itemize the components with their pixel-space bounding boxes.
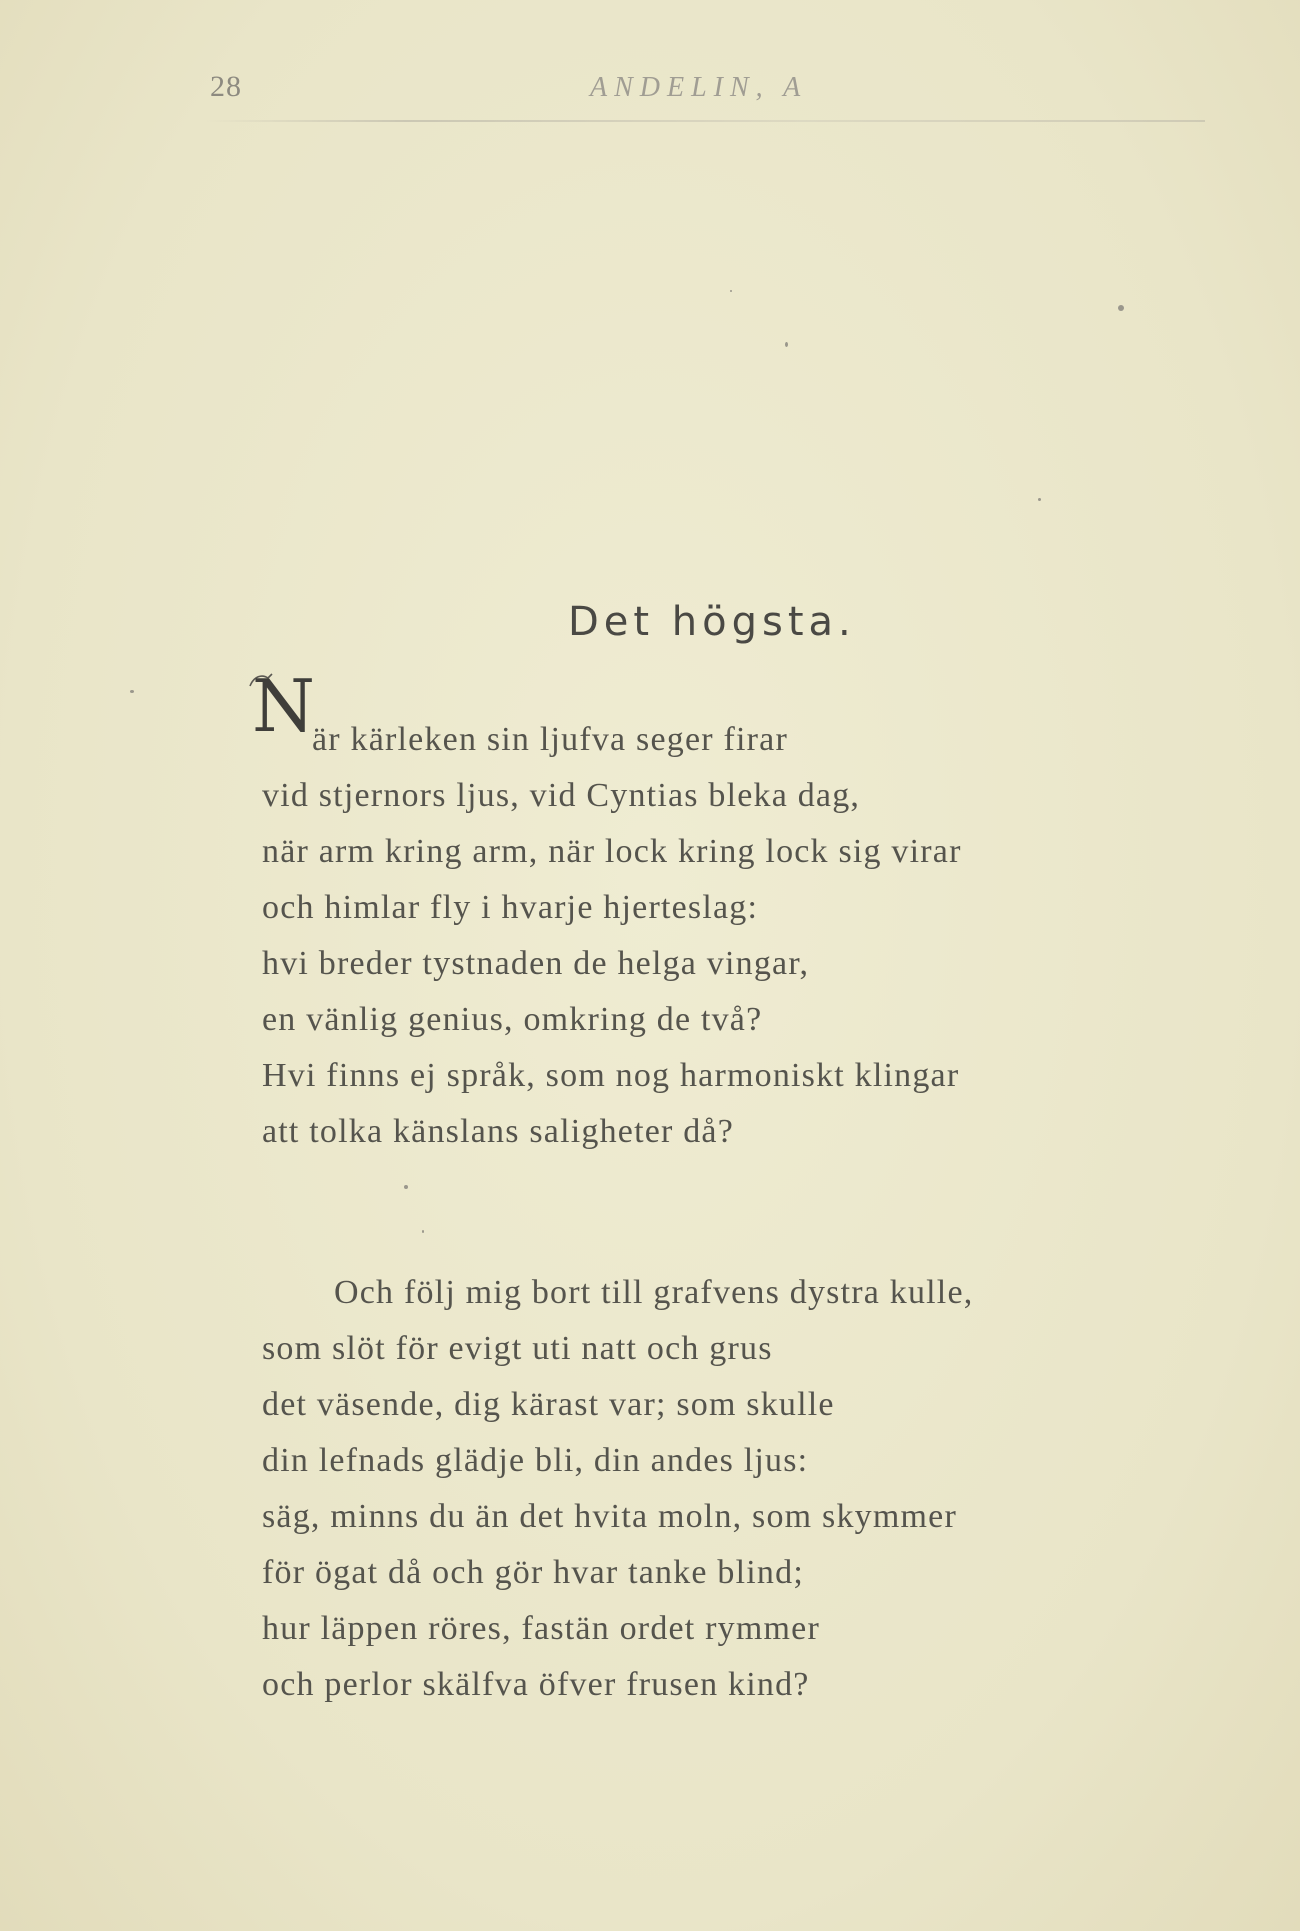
verse-line: och perlor skälfva öfver frusen kind? — [262, 1666, 810, 1703]
speck — [1038, 498, 1041, 501]
verse-line: det väsende, dig kärast var; som skulle — [262, 1386, 835, 1423]
verse-line: är kärleken sin ljufva seger firar — [312, 721, 788, 758]
speck — [404, 1185, 408, 1189]
stanza-1 — [262, 712, 962, 1160]
stanza-2 — [262, 1265, 973, 1713]
speck — [1118, 305, 1124, 311]
verse-line: att tolka känslans saligheter då? — [262, 1113, 735, 1150]
verse-line: vid stjernors ljus, vid Cyntias bleka dag, — [262, 777, 861, 814]
verse-line: som slöt för evigt uti natt och grus — [262, 1330, 773, 1367]
speck — [785, 342, 788, 347]
verse-line: hvi breder tystnaden de helga vingar, — [262, 945, 810, 982]
verse-line: Hvi finns ej språk, som nog harmoniskt klingar — [262, 1057, 960, 1094]
verse-line: hur läppen röres, fastän ordet rymmer — [262, 1610, 820, 1647]
speck — [130, 690, 134, 693]
running-head — [205, 70, 1205, 110]
verse-line: säg, minns du än det hvita moln, som skymmer — [262, 1498, 957, 1535]
speck — [422, 1230, 424, 1233]
header-rule — [205, 120, 1205, 122]
verse-line: och himlar fly i hvarje hjerteslag: — [262, 889, 759, 926]
speck — [730, 290, 732, 292]
running-title: ANDELIN, A — [590, 72, 808, 103]
page-number: 28 — [210, 70, 242, 103]
verse-line: din lefnads glädje bli, din andes ljus: — [262, 1442, 809, 1479]
verse-line: när arm kring arm, när lock kring lock sig virar — [262, 833, 962, 870]
verse-line: för ögat då och gör hvar tanke blind; — [262, 1554, 804, 1591]
poem-title: Det högsta. — [568, 598, 856, 645]
verse-line: en vänlig genius, omkring de två? — [262, 1001, 763, 1038]
drop-cap: N — [252, 664, 315, 748]
verse-line: Och följ mig bort till grafvens dystra kulle, — [334, 1274, 974, 1311]
